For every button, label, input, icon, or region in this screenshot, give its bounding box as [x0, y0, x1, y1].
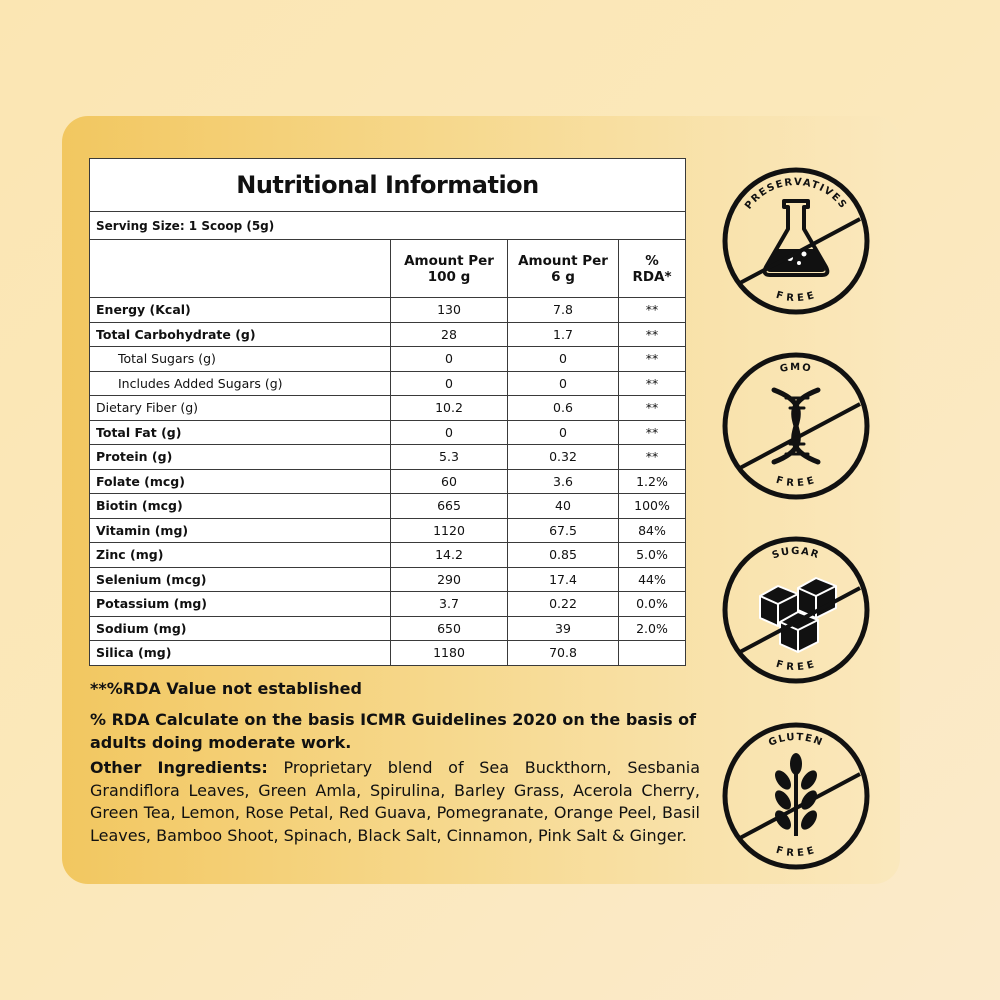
table-row	[90, 616, 686, 641]
amount-per-100g: 650	[391, 616, 508, 641]
ingredients-label: Other Ingredients:	[90, 758, 268, 777]
amount-per-6g: 0	[508, 420, 619, 445]
nutrient-label: Biotin (mcg)	[90, 494, 391, 519]
nutrient-label: Protein (g)	[90, 445, 391, 470]
rda-note: **%RDA Value not established	[90, 679, 362, 698]
rda-value: **	[619, 347, 686, 372]
badge-bottom-label: FREE	[774, 474, 818, 490]
gluten-free-badge	[712, 712, 880, 880]
rda-value: 2.0%	[619, 616, 686, 641]
svg-text:FREE	[775, 475, 817, 489]
badge-bottom-label: FREE	[774, 844, 818, 860]
amount-per-100g: 290	[391, 567, 508, 592]
nutrient-label: Total Carbohydrate (g)	[90, 322, 391, 347]
amount-per-6g: 17.4	[508, 567, 619, 592]
table-row	[90, 469, 686, 494]
amount-per-6g: 70.8	[508, 641, 619, 666]
svg-text:GMO	[779, 362, 813, 375]
amount-per-100g: 0	[391, 347, 508, 372]
svg-text:FREE	[775, 659, 817, 673]
nutrient-label: Folate (mcg)	[90, 469, 391, 494]
amount-per-100g: 665	[391, 494, 508, 519]
amount-per-6g: 0.22	[508, 592, 619, 617]
table-row	[90, 543, 686, 568]
rda-value: **	[619, 396, 686, 421]
svg-text:FREE	[775, 290, 817, 304]
amount-per-6g: 40	[508, 494, 619, 519]
table-row	[90, 592, 686, 617]
rda-value: 84%	[619, 518, 686, 543]
table-row	[90, 298, 686, 323]
nutrient-label: Includes Added Sugars (g)	[90, 371, 391, 396]
rda-value: 5.0%	[619, 543, 686, 568]
table-row	[90, 641, 686, 666]
header-per-6g: Amount Per 6 g	[508, 240, 619, 298]
table-row	[90, 567, 686, 592]
rda-value: 0.0%	[619, 592, 686, 617]
svg-text:FREE	[775, 845, 817, 859]
amount-per-100g: 14.2	[391, 543, 508, 568]
amount-per-100g: 0	[391, 420, 508, 445]
nutrient-label: Zinc (mg)	[90, 543, 391, 568]
badge-top-label: GLUTEN	[767, 731, 825, 749]
amount-per-100g: 10.2	[391, 396, 508, 421]
table-row	[90, 371, 686, 396]
header-nutrient	[90, 240, 391, 298]
nutrition-table	[89, 158, 686, 666]
amount-per-6g: 7.8	[508, 298, 619, 323]
amount-per-6g: 0.6	[508, 396, 619, 421]
table-row	[90, 396, 686, 421]
table-row	[90, 494, 686, 519]
nutrient-label: Sodium (mg)	[90, 616, 391, 641]
amount-per-100g: 1120	[391, 518, 508, 543]
table-row	[90, 445, 686, 470]
badge-bottom-label: FREE	[774, 289, 818, 305]
amount-per-100g: 5.3	[391, 445, 508, 470]
nutrient-label: Total Fat (g)	[90, 420, 391, 445]
amount-per-6g: 39	[508, 616, 619, 641]
svg-text:SUGAR	[771, 546, 822, 561]
nutrient-label: Selenium (mcg)	[90, 567, 391, 592]
badge-top-label: PRESERVATIVES	[743, 176, 849, 212]
rda-value: **	[619, 445, 686, 470]
amount-per-6g: 67.5	[508, 518, 619, 543]
amount-per-6g: 0	[508, 371, 619, 396]
header-per-100g: Amount Per 100 g	[391, 240, 508, 298]
preservatives-free-badge	[712, 157, 880, 325]
table-row	[90, 518, 686, 543]
ingredients	[90, 757, 700, 847]
amount-per-100g: 0	[391, 371, 508, 396]
rda-value: **	[619, 322, 686, 347]
gmo-free-badge	[712, 342, 880, 510]
amount-per-6g: 0.85	[508, 543, 619, 568]
amount-per-100g: 130	[391, 298, 508, 323]
wheat-icon	[772, 753, 820, 836]
amount-per-6g: 0	[508, 347, 619, 372]
amount-per-100g: 3.7	[391, 592, 508, 617]
amount-per-100g: 60	[391, 469, 508, 494]
ingredients-text: Proprietary blend of Sea Buckthorn, Sesbania Grandiflora Leaves, Green Amla, Spirulina, Barley Grass, Acerola Cherry, Green Tea, Lemon, Rose Petal, Red Guava, Pomegranate, Orange Peel, Basil Leaves, Bamboo Shoot, Spinach, Black Salt, Cinnamon, Pink Salt & Ginger.	[90, 758, 701, 845]
header-rda: % RDA*	[619, 240, 686, 298]
sugar-free-badge	[712, 526, 880, 694]
nutrient-label: Potassium (mg)	[90, 592, 391, 617]
rda-value: **	[619, 420, 686, 445]
amount-per-100g: 28	[391, 322, 508, 347]
table-row	[90, 420, 686, 445]
amount-per-6g: 0.32	[508, 445, 619, 470]
rda-value: 44%	[619, 567, 686, 592]
nutrient-label: Energy (Kcal)	[90, 298, 391, 323]
badge-top-label: GMO	[779, 361, 813, 375]
amount-per-6g: 3.6	[508, 469, 619, 494]
rda-value	[619, 641, 686, 666]
serving-size: Serving Size: 1 Scoop (5g)	[90, 212, 686, 240]
table-row	[90, 322, 686, 347]
table-row	[90, 347, 686, 372]
rda-value: 1.2%	[619, 469, 686, 494]
icmr-note: % RDA Calculate on the basis ICMR Guidelines 2020 on the basis of adults doing moderate work.	[90, 710, 697, 752]
rda-value: **	[619, 371, 686, 396]
svg-text:GLUTEN	[767, 732, 825, 749]
nutrient-label: Vitamin (mg)	[90, 518, 391, 543]
sugar-cubes-icon	[760, 578, 836, 652]
nutrient-label: Total Sugars (g)	[90, 347, 391, 372]
amount-per-6g: 1.7	[508, 322, 619, 347]
badge-bottom-label: FREE	[774, 658, 818, 674]
nutrient-label: Dietary Fiber (g)	[90, 396, 391, 421]
amount-per-100g: 1180	[391, 641, 508, 666]
rda-value: 100%	[619, 494, 686, 519]
table-title: Nutritional Information	[90, 159, 686, 212]
dna-icon	[774, 390, 818, 462]
badge-top-label: SUGAR	[770, 545, 822, 562]
rda-value: **	[619, 298, 686, 323]
nutrient-label: Silica (mg)	[90, 641, 391, 666]
